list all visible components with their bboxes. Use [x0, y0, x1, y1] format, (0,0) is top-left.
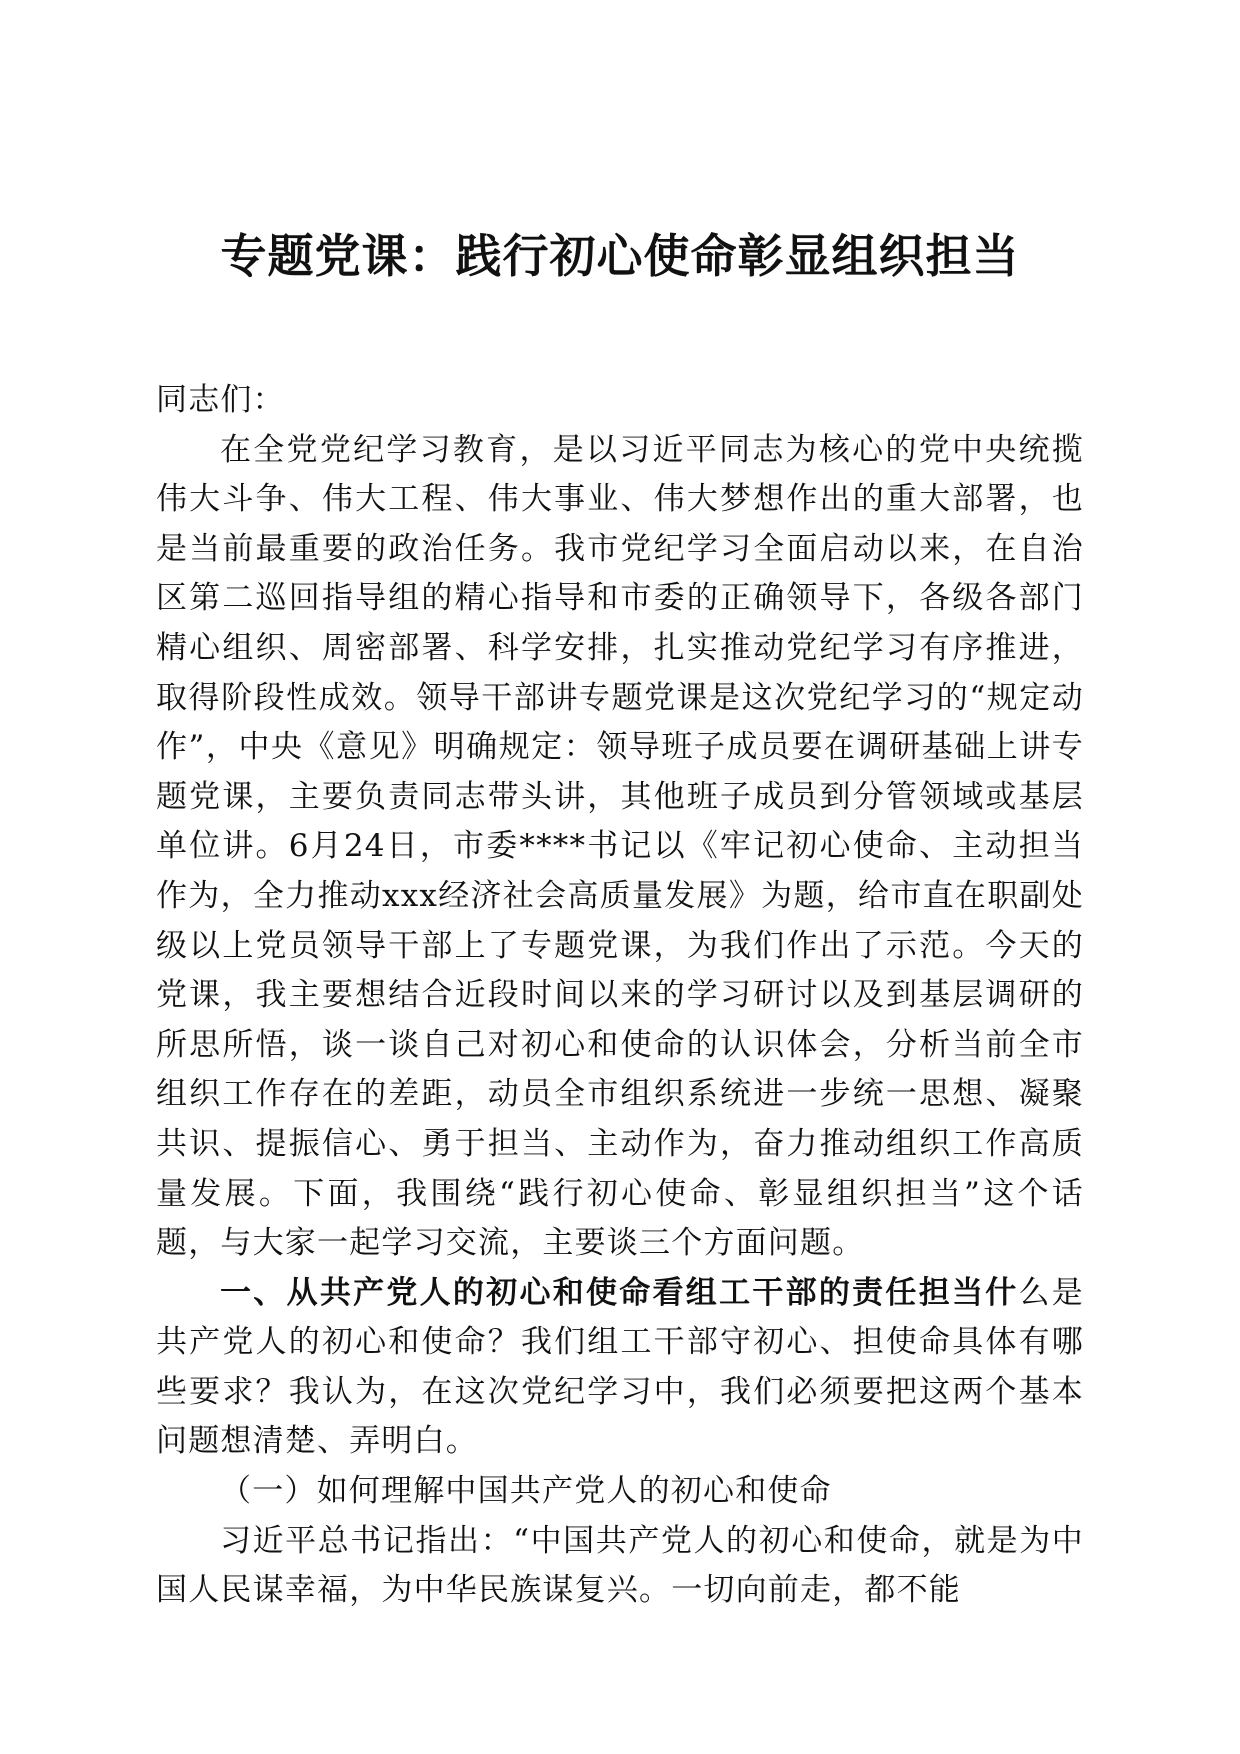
- body-paragraph: 在全党党纪学习教育，是以习近平同志为核心的党中央统揽伟大斗争、伟大工程、伟大事业、伟大梦想作出的重大部署，也是当前最重要的政治任务。我市党纪学习全面启动以来，在自治区第二巡回指导组的精心指导和市委的正确领导下，各级各部门精心组织、周密部署、科学安排，扎实推动党纪学习有序推进，取得阶段性成效。领导干部讲专题党课是这次党纪学习的“规定动作”，中央《意见》明确规定：领导班子成员要在调研基础上讲专题党课，主要负责同志带头讲，其他班子成员到分管领域或基层单位讲。6月24日，市委****书记以《牢记初心使命、主动担当作为，全力推动xxx经济社会高质量发展》为题，给市直在职副处级以上党员领导干部上了专题党课，为我们作出了示范。今天的党课，我主要想结合近段时间以来的学习研讨以及到基层调研的所思所悟，谈一谈自己对初心和使命的认识体会，分析当前全市组织工作存在的差距，动员全市组织系统进一步统一思想、凝聚共识、提振信心、勇于担当、主动作为，奋力推动组织工作高质量发展。下面，我围绕“践行初心使命、彰显组织担当”这个话题，与大家一起学习交流，主要谈三个方面问题。: [156, 431, 1084, 1262]
- document-title: 专题党课：践行初心使命彰显组织担当: [220, 229, 1020, 283]
- salutation: 同志们：: [156, 382, 285, 418]
- document-body: [156, 376, 1084, 1616]
- section-1-paragraph: [156, 1269, 1084, 1467]
- subsection-1-heading: （一）如何理解中国共产党人的初心和使命: [220, 1473, 832, 1510]
- section-1-heading: 一、从共产党人的初心和使命看组工干部的责任担当什: [220, 1274, 1019, 1311]
- subsection-1-text: 习近平总书记指出：“中国共产党人的初心和使命，就是为中国人民谋幸福，为中华民族谋复兴。一切向前走，都不能: [156, 1522, 1084, 1609]
- section-1-text: 么是共产党人的初心和使命？我们组工干部守初心、担使命具体有哪些要求？我认为，在这次党纪学习中，我们必须要把这两个基本问题想清楚、弄明白。: [156, 1274, 1084, 1460]
